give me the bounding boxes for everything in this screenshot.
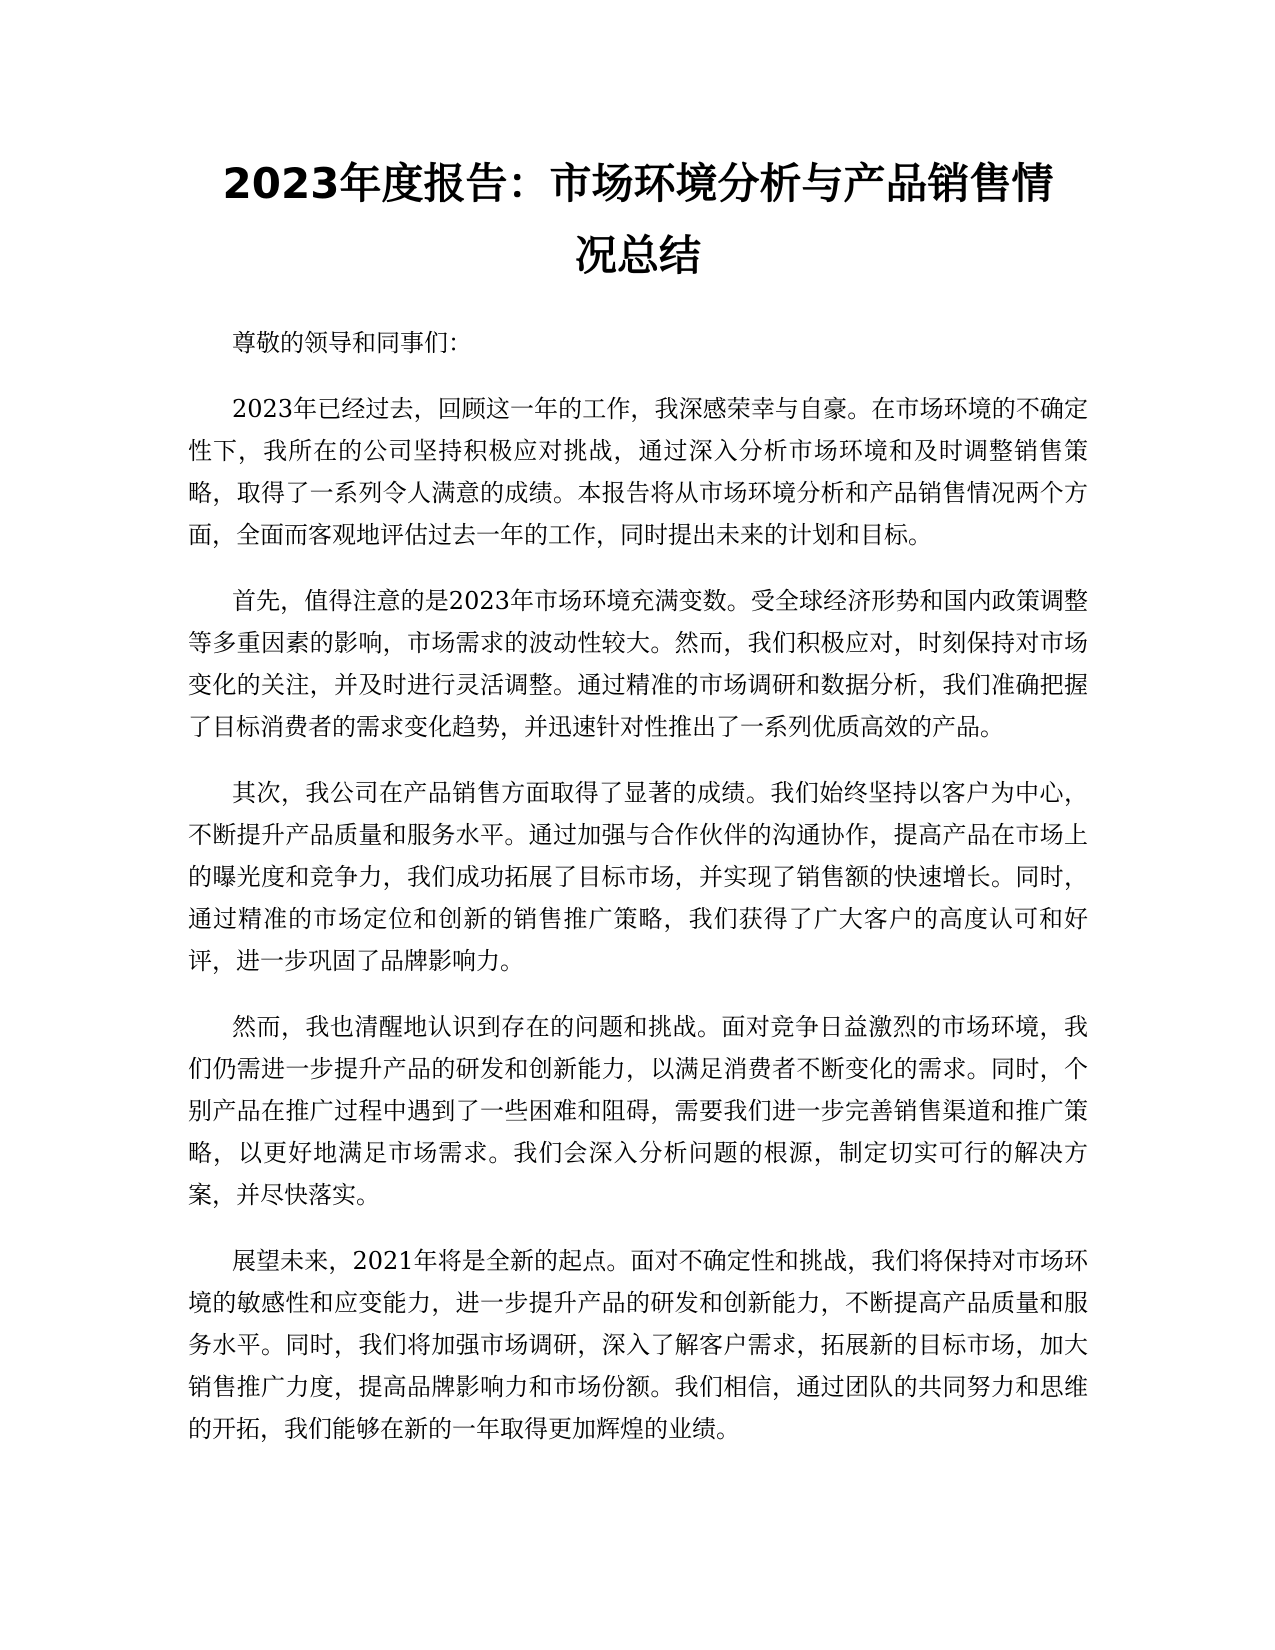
- paragraph-market-environment: 首先，值得注意的是2023年市场环境充满变数。受全球经济形势和国内政策调整等多重因素的影响，市场需求的波动性较大。然而，我们积极应对，时刻保持对市场变化的关注，并及时进行灵活调整。通过精准的市场调研和数据分析，我们准确把握了目标消费者的需求变化趋势，并迅速针对性推出了一系列优质高效的产品。: [188, 587, 1088, 741]
- title-line-1: 2023年度报告：市场环境分析与产品销售情: [222, 159, 1054, 208]
- paragraph-sales-results: 其次，我公司在产品销售方面取得了显著的成绩。我们始终坚持以客户为中心，不断提升产品质量和服务水平。通过加强与合作伙伴的沟通协作，提高产品在市场上的曝光度和竞争力，我们成功拓展了目标市场，并实现了销售额的快速增长。同时，通过精准的市场定位和创新的销售推广策略，我们获得了广大客户的高度认可和好评，进一步巩固了品牌影响力。: [188, 779, 1088, 975]
- paragraph-outlook: 展望未来，2021年将是全新的起点。面对不确定性和挑战，我们将保持对市场环境的敏感性和应变能力，进一步提升产品的研发和创新能力，不断提高产品质量和服务水平。同时，我们将加强市场调研，深入了解客户需求，拓展新的目标市场，加大销售推广力度，提高品牌影响力和市场份额。我们相信，通过团队的共同努力和思维的开拓，我们能够在新的一年取得更加辉煌的业绩。: [188, 1247, 1088, 1443]
- greeting: 尊敬的领导和同事们：: [232, 329, 472, 357]
- paragraph-intro: 2023年已经过去，回顾这一年的工作，我深感荣幸与自豪。在市场环境的不确定性下，我所在的公司坚持积极应对挑战，通过深入分析市场环境和及时调整销售策略，取得了一系列令人满意的成绩。本报告将从市场环境分析和产品销售情况两个方面，全面而客观地评估过去一年的工作，同时提出未来的计划和目标。: [188, 395, 1088, 549]
- title-line-2: 况总结: [574, 231, 701, 280]
- document-page: [188, 148, 1088, 1450]
- paragraph-problems: 然而，我也清醒地认识到存在的问题和挑战。面对竞争日益激烈的市场环境，我们仍需进一步提升产品的研发和创新能力，以满足消费者不断变化的需求。同时，个别产品在推广过程中遇到了一些困难和阻碍，需要我们进一步完善销售渠道和推广策略，以更好地满足市场需求。我们会深入分析问题的根源，制定切实可行的解决方案，并尽快落实。: [188, 1013, 1088, 1209]
- document-title: [188, 148, 1088, 292]
